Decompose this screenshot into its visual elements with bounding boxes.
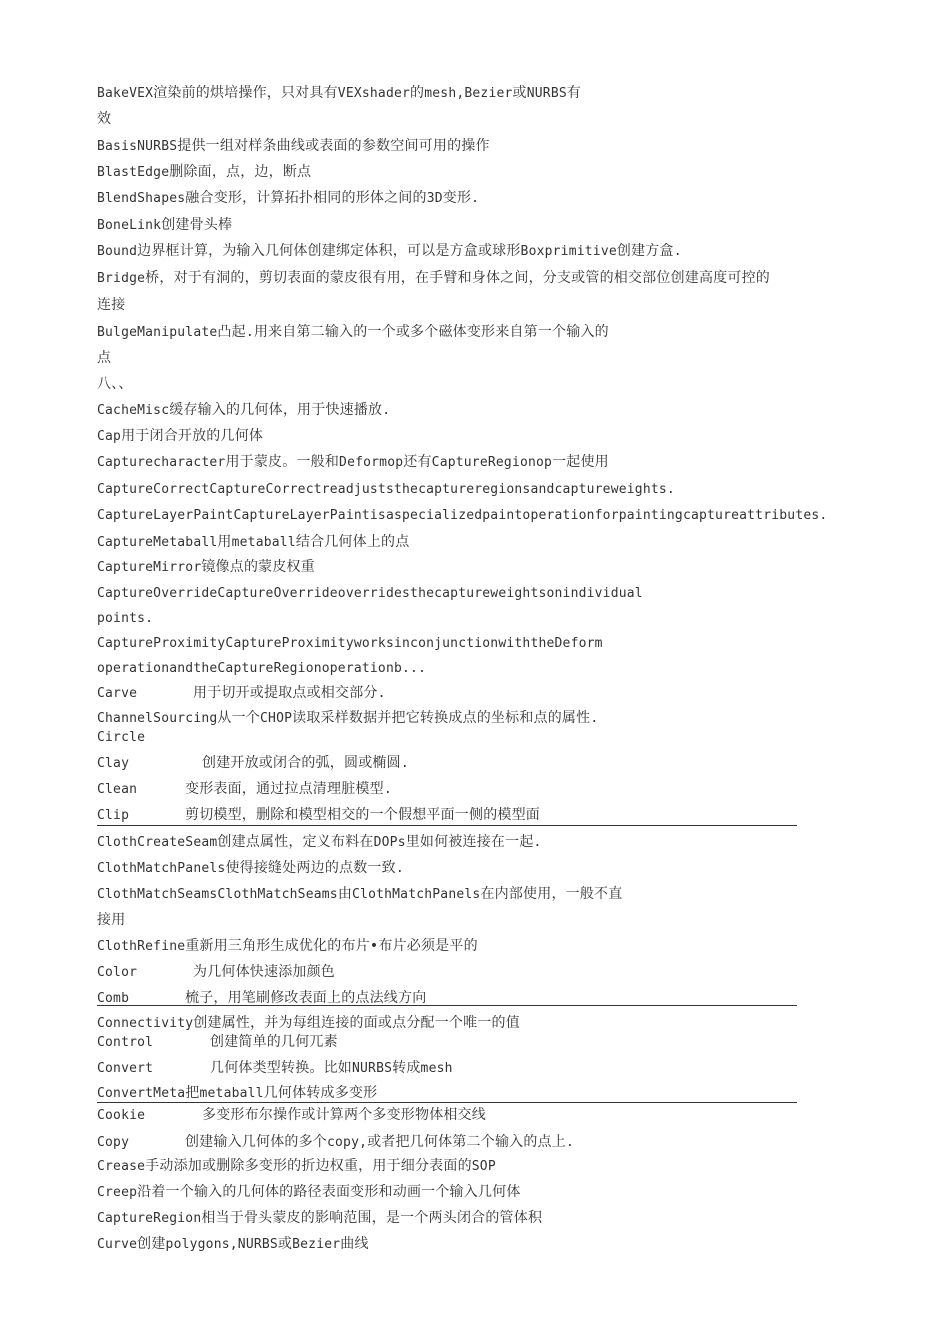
entry-line <box>97 684 386 703</box>
entry-line <box>97 480 675 499</box>
entry-line <box>97 216 232 235</box>
text-run: operationandtheCaptureRegionoperationb... <box>97 661 427 676</box>
text-run: 3D <box>426 191 443 206</box>
text-run: 变形 <box>442 190 472 206</box>
text-run: 剪切模型，删除和模型相交的一个假想平面一侧的模型面 <box>185 807 540 823</box>
entry-line <box>97 963 335 982</box>
entry-term <box>97 1059 210 1078</box>
text-run: . <box>377 686 386 701</box>
entry-line <box>97 833 542 852</box>
entry-line <box>97 137 490 156</box>
entry-line <box>97 349 111 367</box>
text-run: CaptureCorrectCaptureCorrectreadjuststhecaptureregionsandcaptureweights. <box>97 482 675 497</box>
text-run: 创建开放或闭合的弧，圆或椭圆 <box>202 755 401 771</box>
entry-line <box>97 84 581 103</box>
text-run: 创建点属性，定义布料在 <box>217 834 374 850</box>
text-run: 转成 <box>392 1060 421 1076</box>
text-run: ClothRefine <box>97 939 186 954</box>
text-run: SOP <box>471 1159 496 1174</box>
entry-term <box>97 1106 202 1125</box>
entry-line <box>97 1157 496 1176</box>
text-run: 结合几何体上的点 <box>295 534 410 550</box>
text-run: 凸起 <box>217 324 246 340</box>
text-run: BlastEdge <box>97 165 170 180</box>
underline-rule <box>97 1102 797 1103</box>
text-run: 创建简单的几何兀素 <box>210 1034 338 1050</box>
text-run: 曲线 <box>340 1236 369 1252</box>
text-run: BlendShapes <box>97 191 186 206</box>
text-run: 桥，对于有洞的，剪切表面的蒙皮很有用，在手臂和身体之间，分支或管的相交部位创建高度可控的 <box>145 270 770 286</box>
entry-line <box>97 269 770 288</box>
entry-description <box>185 780 392 799</box>
text-run: BulgeManipulate <box>97 325 218 340</box>
text-run: 几何体类型转换。比如 <box>210 1060 352 1076</box>
text-run: 边界框计算，为输入几何体创建绑定体积，可以是方盒或球形 <box>137 243 521 259</box>
text-run: Control <box>97 1035 154 1050</box>
text-run: mesh <box>420 1061 453 1076</box>
text-run: 相当于骨头蒙皮的影响范围，是一个两头闭合的管体积 <box>201 1210 543 1226</box>
entry-line <box>97 189 479 208</box>
text-run: CaptureLayerPaintCaptureLayerPaintisaspecializedpaintoperationforpaintingcaptureattributes. <box>97 508 828 523</box>
text-run: Capturecharacter <box>97 455 226 470</box>
entry-line <box>97 806 540 825</box>
entry-line <box>97 754 409 773</box>
text-run: 多变形布尔操作或计算两个多变形物体相交线 <box>202 1107 486 1123</box>
text-run: 几何体转成多变形 <box>263 1085 378 1101</box>
text-run: 的 <box>410 85 425 101</box>
text-run: . <box>673 244 682 259</box>
text-run: . <box>471 191 480 206</box>
entry-line <box>97 533 409 552</box>
text-run: Curve <box>97 1237 138 1252</box>
text-run: Crease <box>97 1159 146 1174</box>
text-run: 还有 <box>403 454 432 470</box>
text-run: 一起使用 <box>552 454 609 470</box>
text-run: 镜像点的蒙皮权重 <box>201 559 315 575</box>
underline-rule <box>97 825 797 826</box>
text-run: 使得接缝处两边的点数一致 <box>225 860 396 876</box>
entry-line <box>97 401 390 420</box>
text-run: . <box>590 711 599 726</box>
text-run: metaball <box>199 1086 264 1101</box>
text-run: mesh,Bezier <box>424 86 513 101</box>
entry-line <box>97 634 603 653</box>
text-run: 重新用三角形生成优化的布片 <box>185 938 370 954</box>
text-run: Cookie <box>97 1108 146 1123</box>
entry-line <box>97 584 643 603</box>
text-run: 或 <box>512 85 527 101</box>
text-run: Copy <box>97 1135 130 1150</box>
text-run: 用 <box>217 534 232 550</box>
text-run: 创建 <box>137 1236 166 1252</box>
text-run: Creep <box>97 1185 138 1200</box>
entry-line <box>97 1014 520 1033</box>
text-run: CaptureRegionop <box>431 455 553 470</box>
text-run: . <box>383 782 392 797</box>
text-run: NURBS <box>526 86 567 101</box>
entry-line <box>97 859 404 878</box>
text-run: points. <box>97 611 154 626</box>
text-run: 或者把几何体第二个输入的点上 <box>367 1134 566 1150</box>
text-run: 梳子，用笔刷修改表面上的点法线方向 <box>185 990 427 1006</box>
text-run: 创建骨头棒 <box>161 217 233 233</box>
text-run: 提供一组对样条曲线或表面的参数空间可用的操作 <box>177 138 490 154</box>
entry-term <box>97 1133 185 1152</box>
entry-line <box>97 242 682 261</box>
entry-term <box>97 806 185 825</box>
entry-description <box>193 963 335 981</box>
text-run: 手动添加或删除多变形的折边权重，用于细分表面的 <box>145 1158 472 1174</box>
entry-line <box>97 1133 574 1152</box>
text-run: 沿着一个输入的几何体的路径表面变形和动画一个输入几何体 <box>137 1184 521 1200</box>
text-run: 在内部使用，一般不直 <box>480 886 623 902</box>
text-run: 用来自第二输入的一个或多个磁体变形来自第一个输入的 <box>253 324 609 340</box>
entry-term <box>97 754 202 773</box>
text-run: 缓存输入的几何体，用于快速播放 <box>169 402 383 418</box>
text-run: VEXshader <box>337 86 411 101</box>
text-run: ChannelSourcing <box>97 711 218 726</box>
text-run: Clip <box>97 808 130 823</box>
entry-line <box>97 609 153 628</box>
text-run: BakeVEX <box>97 86 154 101</box>
text-run: Deformop <box>339 455 404 470</box>
entry-line <box>97 558 315 577</box>
text-run: BasisNURBS <box>97 139 178 154</box>
text-run: polygons,NURBS <box>165 1237 278 1252</box>
text-run: 里如何被连接在一起 <box>405 834 534 850</box>
text-run: CaptureMirror <box>97 560 202 575</box>
text-run: 渲染前的烘培操作，只对具有 <box>153 85 338 101</box>
text-run: Boxprimitive <box>520 244 617 259</box>
entry-line <box>97 1209 542 1228</box>
entry-line <box>97 427 263 446</box>
entry-line <box>97 1033 338 1052</box>
entry-line <box>97 1235 369 1254</box>
text-run: Convert <box>97 1061 154 1076</box>
text-run: ConvertMeta <box>97 1086 186 1101</box>
text-run: 把 <box>185 1085 200 1101</box>
text-run: 删除面，点，边，断点 <box>169 164 312 180</box>
entry-term <box>97 684 193 703</box>
entry-description <box>202 1106 486 1124</box>
text-run: . <box>395 861 404 876</box>
entry-line <box>97 1084 377 1103</box>
entry-line <box>97 911 125 929</box>
entry-line <box>97 163 311 182</box>
entry-description <box>210 1033 338 1051</box>
text-run: 融合变形，计算拓扑相同的形体之间的 <box>185 190 427 206</box>
text-run: ClothCreateSeam <box>97 835 218 850</box>
entry-line <box>97 1183 521 1202</box>
text-run: CaptureRegion <box>97 1211 202 1226</box>
entry-line <box>97 659 426 678</box>
text-run: Color <box>97 965 138 980</box>
text-run: 创建属性，并为每组连接的面或点分配一个唯一的值 <box>193 1015 520 1031</box>
text-run: Connectivity <box>97 1016 194 1031</box>
text-run: 用于切开或提取点或相交部分 <box>193 685 378 701</box>
entry-term <box>97 963 193 982</box>
entry-description <box>193 684 386 703</box>
text-run: 点 <box>97 350 112 366</box>
text-run: 读取采样数据并把它转换成点的坐标和点的属性 <box>292 710 591 726</box>
entry-description <box>185 1133 574 1152</box>
entry-line <box>97 506 827 525</box>
text-run: Circle <box>97 730 146 745</box>
entry-line <box>97 323 609 342</box>
text-run: CacheMisc <box>97 403 170 418</box>
text-run: 或 <box>277 1236 293 1252</box>
entry-line <box>97 709 598 728</box>
entry-description <box>210 1059 453 1078</box>
text-run: ClothMatchPanels <box>97 861 226 876</box>
text-run: 连接 <box>97 297 126 313</box>
entry-line <box>97 885 622 904</box>
text-run: . <box>533 835 542 850</box>
entry-term <box>97 1033 210 1052</box>
entry-line <box>97 296 125 314</box>
text-run: Bezier <box>292 1237 341 1252</box>
entry-line <box>97 780 392 799</box>
text-run: . <box>245 325 254 340</box>
entry-description <box>185 806 540 824</box>
text-run: . <box>565 1135 574 1150</box>
text-run: Clean <box>97 782 138 797</box>
text-run: 创建方盒 <box>616 243 674 259</box>
text-run: 创建输入几何体的多个 <box>185 1134 327 1150</box>
text-run: 接用 <box>97 912 126 928</box>
entry-description <box>202 754 409 773</box>
text-run: Clay <box>97 756 130 771</box>
text-run: BoneLink <box>97 218 162 233</box>
text-run: 有 <box>566 85 582 101</box>
entry-line <box>97 375 133 393</box>
text-run: 用于蒙皮。一般和 <box>225 454 340 470</box>
text-run: ClothMatchPanels <box>352 887 481 902</box>
text-run: 从一个 <box>217 710 261 726</box>
text-run: CaptureOverrideCaptureOverrideoverridesthecaptureweightsonindividual <box>97 586 643 601</box>
entry-line <box>97 728 145 747</box>
text-run: 变形表面，通过拉点清理脏模型 <box>185 781 384 797</box>
text-run: Bridge <box>97 271 146 286</box>
text-run: . <box>400 756 409 771</box>
text-run: Bound <box>97 244 138 259</box>
text-run: Cap <box>97 429 122 444</box>
text-run: CaptureProximityCaptureProximityworksinconjunctionwiththeDeform <box>97 636 603 651</box>
text-run: 效 <box>97 111 112 127</box>
entry-line <box>97 1059 453 1078</box>
entry-line <box>97 937 478 956</box>
text-run: Carve <box>97 686 138 701</box>
text-run: CHOP <box>260 711 293 726</box>
text-run: 由 <box>337 886 353 902</box>
text-run: 八、、 <box>97 376 133 392</box>
entry-line <box>97 110 111 128</box>
text-run: ClothMatchSeamsClothMatchSeams <box>97 887 338 902</box>
text-run: 为几何体快速添加颜色 <box>193 964 335 980</box>
text-run: Comb <box>97 991 130 1006</box>
text-run: DOPs <box>373 835 406 850</box>
text-run: 布片必须是平的 <box>378 938 478 954</box>
text-run: metaball <box>231 535 296 550</box>
entry-term <box>97 780 185 799</box>
underline-rule <box>97 1005 797 1006</box>
entry-line <box>97 453 609 472</box>
text-run: copy, <box>327 1135 368 1150</box>
text-run: CaptureMetaball <box>97 535 218 550</box>
text-run: • <box>369 938 379 954</box>
entry-line <box>97 1106 486 1125</box>
text-run: NURBS <box>352 1061 393 1076</box>
text-run: 用于闭合开放的几何体 <box>121 428 264 444</box>
text-run: . <box>382 403 391 418</box>
